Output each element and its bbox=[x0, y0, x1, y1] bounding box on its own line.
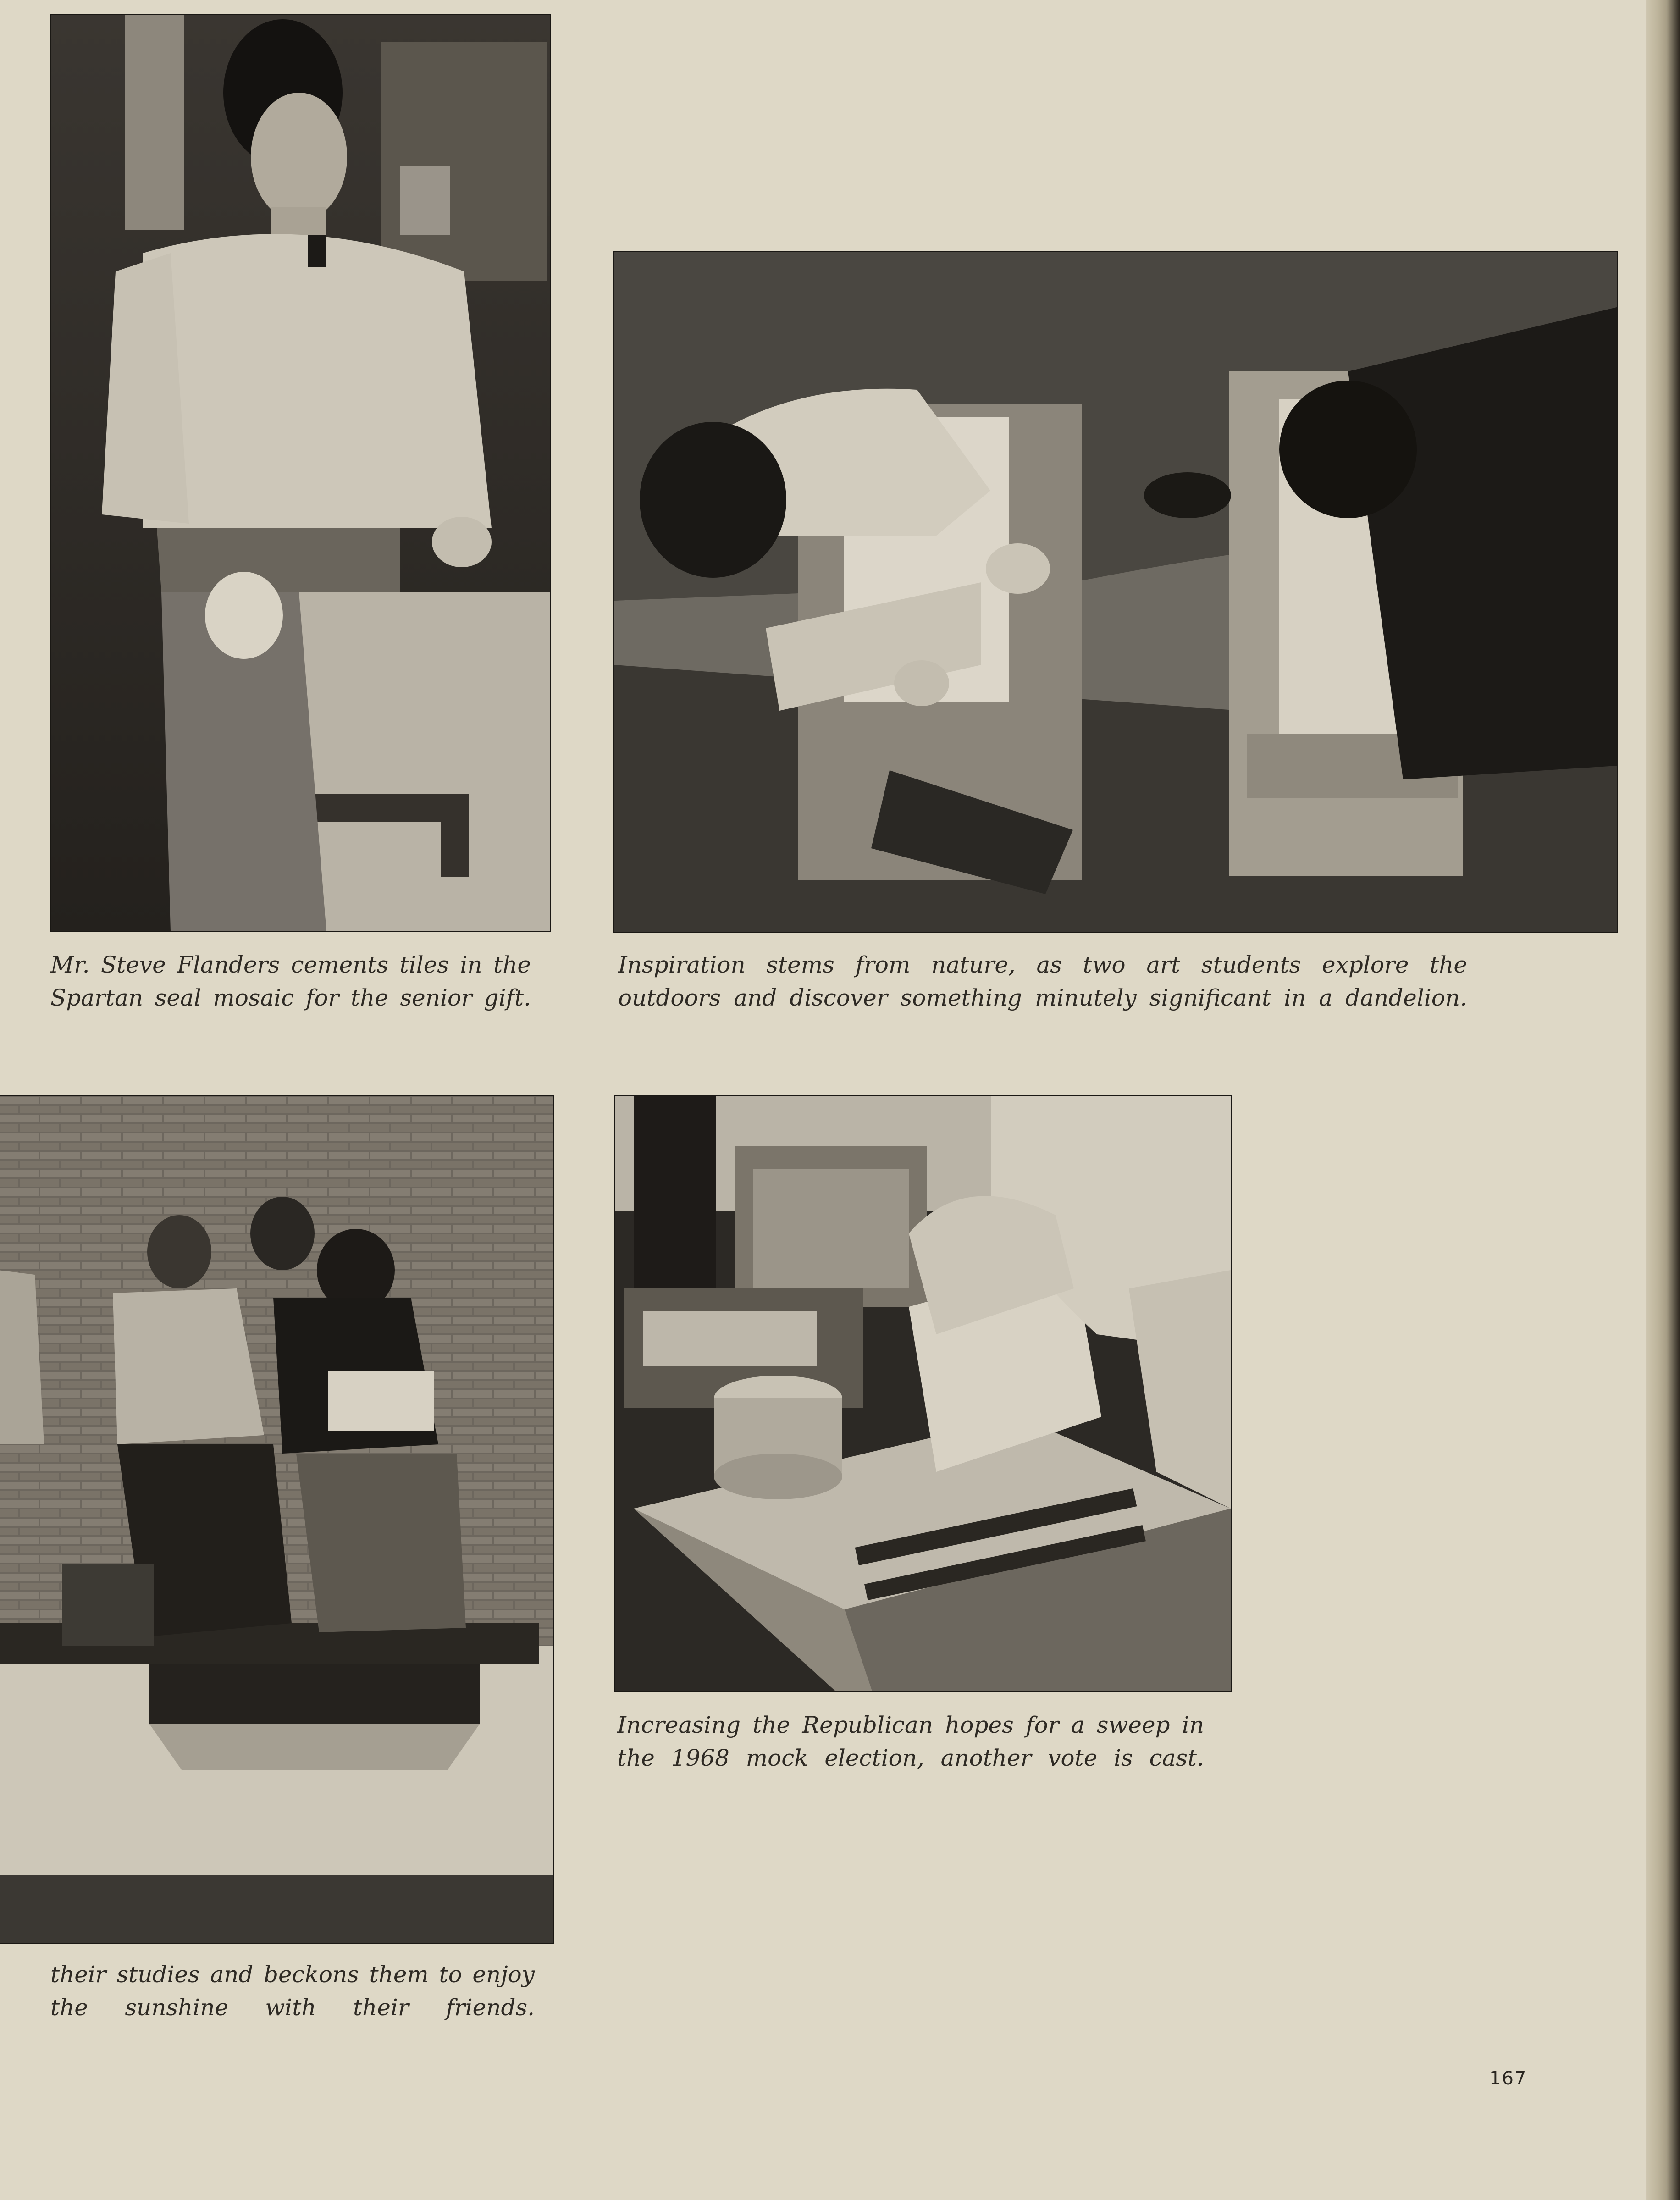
caption-friends-bench bbox=[50, 1958, 535, 2024]
caption-line: Increasing the Republican hopes for a sweep in bbox=[617, 1712, 1204, 1738]
caption-line: Mr. Steve Flanders cements tiles in the bbox=[50, 951, 531, 978]
caption-line: Spartan seal mosaic for the senior gift. bbox=[50, 984, 531, 1011]
photo-icon bbox=[614, 252, 1617, 932]
photo-friends-bench bbox=[0, 1095, 554, 1944]
caption-mock-election bbox=[617, 1708, 1204, 1774]
page-number: 167 bbox=[1489, 2068, 1527, 2089]
caption-art-teacher bbox=[50, 948, 531, 1014]
photo-icon bbox=[51, 15, 550, 931]
caption-art-students bbox=[618, 948, 1467, 1014]
photo-icon bbox=[0, 1096, 553, 1943]
photo-art-students bbox=[613, 251, 1618, 933]
caption-line: the sunshine with their friends. bbox=[50, 1994, 535, 2021]
photo-art-teacher bbox=[50, 14, 551, 932]
photo-mock-election bbox=[614, 1095, 1232, 1692]
caption-line: Inspiration stems from nature, as two art students explore the bbox=[618, 951, 1467, 978]
page-edge bbox=[1646, 0, 1680, 2200]
caption-line: their studies and beckons them to enjoy bbox=[50, 1961, 535, 1988]
caption-line: outdoors and discover something minutely significant in a dandelion. bbox=[618, 984, 1467, 1011]
photo-icon bbox=[615, 1096, 1231, 1691]
caption-line: the 1968 mock election, another vote is cast. bbox=[617, 1745, 1204, 1771]
